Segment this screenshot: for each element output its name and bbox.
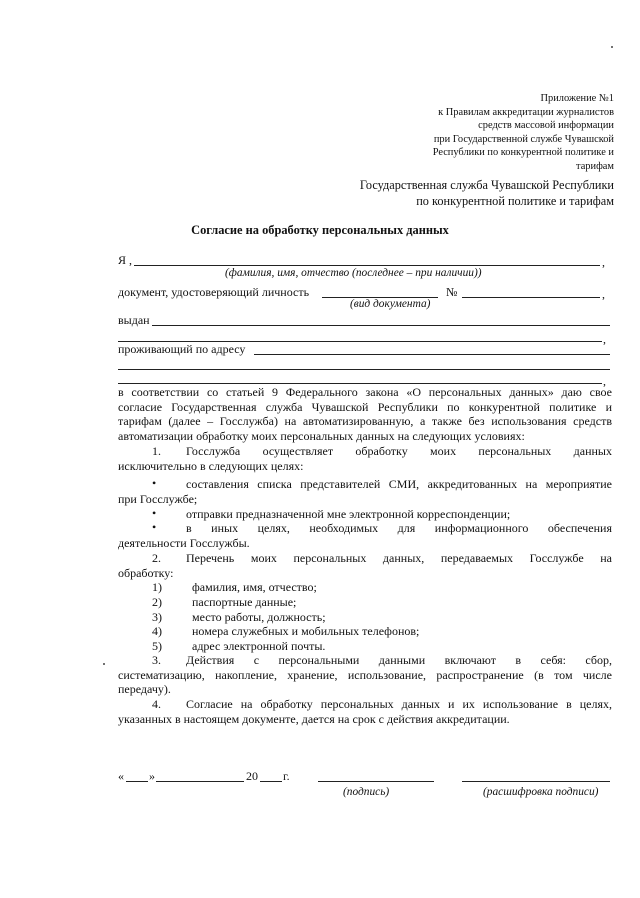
agency-line: по конкурентной политике и тарифам xyxy=(416,194,614,208)
intro-paragraph xyxy=(118,385,612,443)
address-field[interactable] xyxy=(254,354,610,355)
item-text: адрес электронной почты. xyxy=(192,639,326,653)
clause-3-line: передачу). xyxy=(118,682,171,696)
signature-field[interactable] xyxy=(318,781,434,782)
clause-1-number: 1. xyxy=(152,444,161,458)
document-hint: (вид документа) xyxy=(350,298,431,310)
year-prefix: 20 xyxy=(246,769,258,783)
clause-3-line: систематизацию, накопление, хранение, использование, распространение (в том числе xyxy=(118,668,612,682)
scan-speck xyxy=(611,46,613,48)
comma: , xyxy=(602,287,605,301)
recipient-agency xyxy=(314,177,614,209)
item-number: 4) xyxy=(152,624,162,638)
appendix-line: средств массовой информации xyxy=(478,120,614,131)
item-number: 1) xyxy=(152,580,162,594)
day-field[interactable] xyxy=(126,781,148,782)
signature-decode-field[interactable] xyxy=(462,781,610,782)
intro-line: согласие Государственная служба Чувашской Республики по конкурентной политике и xyxy=(118,399,612,414)
date-quote-close: » xyxy=(149,769,155,783)
comma: , xyxy=(602,255,605,269)
document-label: документ, удостоверяющий личность xyxy=(118,285,310,299)
appendix-line: Республики по конкурентной политике и xyxy=(432,147,614,158)
clause-3-number: 3. xyxy=(152,653,161,667)
issued-by-field[interactable] xyxy=(152,325,610,326)
clause-2-number: 2. xyxy=(152,551,161,565)
document-title: Согласие на обработку персональных данных xyxy=(191,223,449,237)
item-text: номера служебных и мобильных телефонов; xyxy=(192,624,420,638)
bullet-line: отправки предназначенной мне электронной корреспонденции; xyxy=(186,507,511,521)
clause-3-line: Действия с персональными данными включают в себя: сбор, xyxy=(186,653,612,667)
bullet-marker: • xyxy=(152,520,157,534)
comma: , xyxy=(603,332,606,346)
item-text: паспортные данные; xyxy=(192,595,297,609)
bullet-marker: • xyxy=(152,476,157,490)
bullet-line: деятельности Госслужбы. xyxy=(118,536,250,550)
signature-hint: (подпись) xyxy=(343,786,390,798)
item-number: 3) xyxy=(152,610,162,624)
address-field-3[interactable] xyxy=(118,383,602,384)
i-label: Я , xyxy=(118,253,133,267)
scan-speck xyxy=(103,663,105,665)
name-field[interactable] xyxy=(134,265,600,266)
clause-1-line: исключительно в следующих целях: xyxy=(118,459,304,473)
clause-2-line: Перечень моих персональных данных, передаваемых Госслужбе на xyxy=(186,551,612,565)
intro-line: в соответствии со статьей 9 Федерального закона «О персональных данных» даю свое xyxy=(118,385,612,399)
clause-4-number: 4. xyxy=(152,697,161,711)
appendix-note xyxy=(374,92,614,173)
appendix-line: к Правилам аккредитации журналистов xyxy=(438,106,614,118)
clause-4-line: Согласие на обработку персональных данных и их использование в целях, xyxy=(186,697,612,711)
address-field-2[interactable] xyxy=(118,369,610,370)
bullet-marker: • xyxy=(152,506,157,520)
clause-4-line: указанных в настоящем документе, дается на срок с действия аккредитации. xyxy=(118,712,510,726)
date-quote-open: « xyxy=(118,769,124,783)
bullet-line: при Госслужбе; xyxy=(118,492,198,506)
year-suffix: г. xyxy=(283,769,290,783)
appendix-line: при Государственной службе Чувашской xyxy=(433,133,614,145)
year-field[interactable] xyxy=(260,781,282,782)
bullet-line: в иных целях, необходимых для информационного обеспечения xyxy=(186,521,612,535)
bullet-line: составления списка представителей СМИ, аккредитованных на мероприятие xyxy=(186,477,612,491)
document-number-field[interactable] xyxy=(462,297,600,298)
intro-line: автоматизации обработку моих персональных данных на следующих условиях: xyxy=(118,428,525,443)
item-text: место работы, должность; xyxy=(192,610,326,624)
appendix-line: тарифам xyxy=(576,160,614,172)
number-label: № xyxy=(446,285,458,299)
item-number: 5) xyxy=(152,639,162,653)
clause-1-line: Госслужба осуществляет обработку моих персональных данных xyxy=(186,444,612,458)
comma: , xyxy=(603,374,606,388)
month-field[interactable] xyxy=(156,781,244,782)
issued-label: выдан xyxy=(118,313,150,327)
agency-line: Государственная служба Чувашской Республики xyxy=(359,178,614,192)
intro-line: тарифам (далее – Госслужба) на автоматизированную, а также без использования средств xyxy=(118,414,612,429)
item-text: фамилия, имя, отчество; xyxy=(192,580,317,594)
signature-decode-hint: (расшифровка подписи) xyxy=(483,786,599,798)
address-label: проживающий по адресу xyxy=(118,342,246,356)
appendix-line: Приложение №1 xyxy=(540,93,614,104)
name-hint: (фамилия, имя, отчество (последнее – при наличии)) xyxy=(225,267,482,279)
item-number: 2) xyxy=(152,595,162,609)
clause-2-line: обработку: xyxy=(118,566,174,580)
